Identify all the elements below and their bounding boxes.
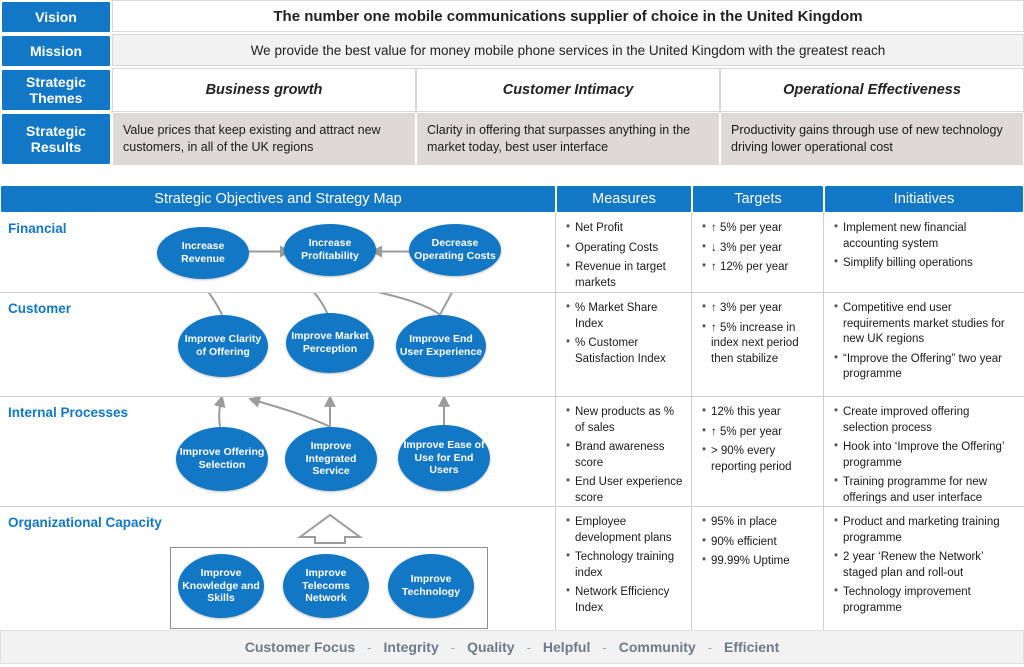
perspective-row-organizational-capacity (0, 507, 1024, 635)
perspective-label-internal-processes: Internal Processes (8, 405, 129, 420)
initiative-item: • “Improve the Offering” two year programme (834, 352, 1016, 383)
mission-text: We provide the best value for money mobile phone services in the United Kingdom with the greatest reach (112, 34, 1024, 66)
values-bar (0, 630, 1024, 664)
perspective-label-financial: Financial (8, 221, 67, 236)
objective-oval[interactable]: Increase Revenue (157, 227, 249, 279)
perspective-row-financial (0, 213, 1024, 293)
target-item: • ↓ 3% per year (702, 241, 815, 257)
value-item: Efficient (724, 639, 780, 655)
header-targets: Targets (692, 185, 824, 213)
objective-oval[interactable]: Improve Technology (388, 554, 474, 618)
initiatives-cell-financial (824, 213, 1024, 292)
initiative-item: • 2 year ‘Renew the Network’ staged plan and roll-out (834, 550, 1016, 581)
measure-item: • % Market Share Index (566, 301, 683, 332)
target-item: • ↑ 5% increase in index next period then stabilize (702, 321, 815, 368)
objective-oval[interactable]: Decrease Operating Costs (409, 224, 501, 276)
value-separator: - (602, 639, 607, 655)
initiative-item: • Hook into ‘Improve the Offering’ programme (834, 440, 1016, 471)
initiative-item: • Competitive end user requirements market studies for new UK regions (834, 301, 1016, 348)
value-separator: - (367, 639, 372, 655)
strategic-results-row (0, 112, 1024, 166)
initiatives-cell-internal-processes (824, 397, 1024, 506)
value-item: Community (618, 639, 696, 655)
measure-item: • End User experience score (566, 475, 683, 506)
measure-item: • % Customer Satisfaction Index (566, 336, 683, 367)
value-item: Quality (467, 639, 515, 655)
measures-cell-organizational-capacity (556, 507, 692, 635)
mission-row (0, 34, 1024, 68)
objective-oval[interactable]: Improve Telecoms Network (283, 554, 369, 618)
objective-oval[interactable]: Improve Ease of Use for End Users (398, 425, 490, 491)
objective-oval[interactable]: Improve Clarity of Offering (178, 315, 268, 377)
target-item: • 90% efficient (702, 535, 815, 551)
result-cell: Value prices that keep existing and attract new customers, in all of the UK regions (112, 112, 416, 166)
target-item: • 99.99% Uptime (702, 554, 815, 570)
vision-text: The number one mobile communications supplier of choice in the United Kingdom (112, 0, 1024, 32)
objective-oval[interactable]: Increase Profitability (284, 224, 376, 276)
header-initiatives: Initiatives (824, 185, 1024, 213)
objective-oval[interactable]: Improve Market Perception (286, 313, 374, 373)
target-item: • ↑ 5% per year (702, 221, 815, 237)
header-measures: Measures (556, 185, 692, 213)
value-separator: - (450, 639, 456, 655)
vision-label: Vision (0, 0, 112, 34)
objective-oval[interactable]: Improve End User Experience (396, 315, 486, 377)
strategic-themes-row (0, 68, 1024, 112)
theme-cell: Business growth (112, 68, 416, 112)
measures-cell-customer (556, 293, 692, 396)
value-item: Integrity (383, 639, 439, 655)
objective-oval[interactable]: Improve Offering Selection (176, 427, 268, 491)
perspective-row-customer (0, 293, 1024, 397)
measure-item: • Revenue in target markets (566, 260, 683, 291)
vision-row (0, 0, 1024, 34)
measure-item: • Technology training index (566, 550, 683, 581)
initiative-item: • Implement new financial accounting system (834, 221, 1016, 252)
map-cell-customer (0, 293, 556, 396)
target-item: • 12% this year (702, 405, 815, 421)
targets-cell-organizational-capacity (692, 507, 824, 635)
theme-cell: Operational Effectiveness (720, 68, 1024, 112)
map-cell-organizational-capacity (0, 507, 556, 635)
top-section (0, 0, 1024, 166)
target-item: • 95% in place (702, 515, 815, 531)
targets-cell-customer (692, 293, 824, 396)
measure-item: • New products as % of sales (566, 405, 683, 436)
perspective-label-organizational-capacity: Organizational Capacity (8, 515, 162, 530)
value-separator: - (707, 639, 713, 655)
table-body (0, 213, 1024, 635)
measure-item: • Net Profit (566, 221, 683, 237)
target-item: • ↑ 12% per year (702, 260, 815, 276)
initiative-item: • Technology improvement programme (834, 585, 1016, 616)
value-item: Customer Focus (244, 639, 356, 655)
target-item: • ↑ 3% per year (702, 301, 815, 317)
initiative-item: • Product and marketing training programme (834, 515, 1016, 546)
target-item: • ↑ 5% per year (702, 425, 815, 441)
targets-cell-financial (692, 213, 824, 292)
measures-cell-internal-processes (556, 397, 692, 506)
measure-item: • Operating Costs (566, 241, 683, 257)
map-cell-internal-processes (0, 397, 556, 506)
objective-oval[interactable]: Improve Knowledge and Skills (178, 554, 264, 618)
measure-item: • Employee development plans (566, 515, 683, 546)
perspective-row-internal-processes (0, 397, 1024, 507)
result-cell: Clarity in offering that surpasses anything in the market today, best user interface (416, 112, 720, 166)
mission-label: Mission (0, 34, 112, 68)
table-header-row (0, 185, 1024, 213)
targets-cell-internal-processes (692, 397, 824, 506)
strategic-results-label: Strategic Results (0, 112, 112, 166)
result-cell: Productivity gains through use of new technology driving lower operational cost (720, 112, 1024, 166)
map-cell-financial (0, 213, 556, 292)
initiative-item: • Create improved offering selection process (834, 405, 1016, 436)
strategic-themes-label: Strategic Themes (0, 68, 112, 112)
measures-cell-financial (556, 213, 692, 292)
initiatives-cell-organizational-capacity (824, 507, 1024, 635)
measure-item: • Network Efficiency Index (566, 585, 683, 616)
perspective-label-customer: Customer (8, 301, 72, 316)
strategy-table (0, 185, 1024, 635)
initiative-item: • Training programme for new offerings and user interface (834, 475, 1016, 506)
target-item: • > 90% every reporting period (702, 444, 815, 475)
value-item: Helpful (542, 639, 591, 655)
measure-item: • Brand awareness score (566, 440, 683, 471)
initiative-item: • Simplify billing operations (834, 256, 1016, 272)
objective-oval[interactable]: Improve Integrated Service (285, 427, 377, 491)
theme-cell: Customer Intimacy (416, 68, 720, 112)
header-strategy-map: Strategic Objectives and Strategy Map (0, 185, 556, 213)
value-separator: - (526, 639, 531, 655)
initiatives-cell-customer (824, 293, 1024, 396)
